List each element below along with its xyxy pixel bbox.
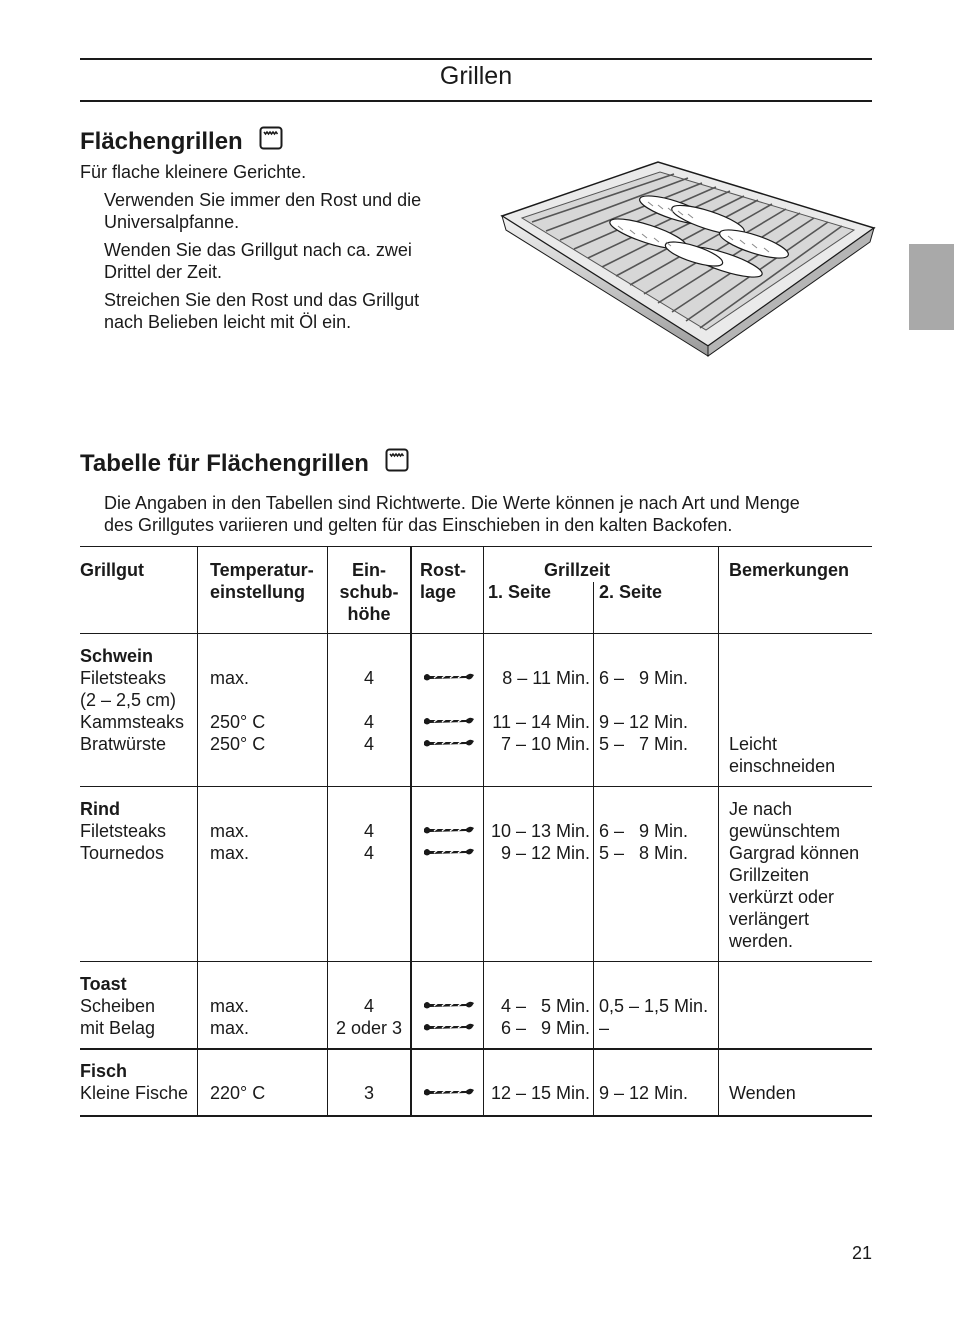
row-item: Kleine Fische xyxy=(80,1083,189,1103)
row-side-1: 8 – 11 Min. xyxy=(502,668,590,688)
table-note-line-1: Die Angaben in den Tabellen sind Richtwerte. Die Werte können je nach Art und Menge xyxy=(104,493,800,513)
header-grillzeit: Grillzeit xyxy=(543,560,610,580)
rack-position-icon xyxy=(422,823,478,839)
row-side-2: 9 – 12 Min. xyxy=(599,712,689,732)
rack-position-icon xyxy=(422,670,478,686)
instruction-1 xyxy=(104,189,421,233)
header-einschub-2: schub- xyxy=(339,582,399,602)
page-number: 21 xyxy=(851,1243,872,1263)
heading-tabelle xyxy=(80,448,409,479)
row-level: 4 xyxy=(363,668,374,688)
table-bottom-rule xyxy=(80,1115,872,1117)
rack-position-icon xyxy=(422,1085,478,1101)
row-temp: max. xyxy=(210,1018,250,1038)
intro-text: Für flache kleinere Gerichte. xyxy=(80,162,307,182)
row-side-2: 0,5 – 1,5 Min. xyxy=(599,996,709,1016)
row-side-2: 5 – 8 Min. xyxy=(599,843,689,863)
rack-position-icon xyxy=(422,714,478,730)
instruction-2 xyxy=(104,239,412,283)
header-top-rule xyxy=(80,58,872,60)
instruction-3-line-2: nach Belieben leicht mit Öl ein. xyxy=(104,312,352,332)
row-temp: max. xyxy=(210,843,250,863)
note-line: Grillzeiten xyxy=(729,865,810,885)
row-level: 4 xyxy=(363,821,374,841)
table-top-rule xyxy=(80,546,872,547)
table-group-rule xyxy=(80,1048,872,1050)
note-line: Je nach xyxy=(729,799,793,819)
instruction-1-line-2: Universalpfanne. xyxy=(104,212,240,232)
header-seite-1: 1. Seite xyxy=(488,582,552,602)
row-level: 4 xyxy=(363,734,374,754)
group-name: Toast xyxy=(80,974,127,994)
table-note xyxy=(104,492,800,536)
column-divider xyxy=(718,546,719,1116)
header-seite-2: 2. Seite xyxy=(599,582,663,602)
group-name: Fisch xyxy=(80,1061,128,1081)
header-temperatur-1: Temperatur- xyxy=(210,560,314,580)
note-line: gewünschtem xyxy=(729,821,841,841)
group-name: Rind xyxy=(80,799,120,819)
top-grill-icon xyxy=(385,448,409,479)
rack-position-icon xyxy=(422,845,478,861)
row-item: Filetsteaks xyxy=(80,821,167,841)
row-temp: 250° C xyxy=(210,734,266,754)
row-temp: max. xyxy=(210,996,250,1016)
instruction-2-line-2: Drittel der Zeit. xyxy=(104,262,223,282)
heading-text: Flächengrillen xyxy=(80,127,243,155)
rack-position-icon xyxy=(422,1020,478,1036)
rack-position-icon xyxy=(422,736,478,752)
row-side-2: – xyxy=(599,1018,610,1038)
row-side-1: 12 – 15 Min. xyxy=(490,1083,590,1103)
row-item: Scheiben xyxy=(80,996,156,1016)
row-side-1: 4 – 5 Min. xyxy=(500,996,590,1016)
note-line: verlängert xyxy=(729,909,810,929)
header-einschub-1: Ein- xyxy=(352,560,386,580)
row-level: 2 oder 3 xyxy=(335,1018,403,1038)
header-grillgut: Grillgut xyxy=(80,560,144,580)
row-temp: 250° C xyxy=(210,712,266,732)
instruction-1-line-1: Verwenden Sie immer den Rost und die xyxy=(104,190,422,210)
row-item: Bratwürste xyxy=(80,734,167,754)
row-note: einschneiden xyxy=(729,756,836,776)
grill-pan-illustration xyxy=(498,158,878,363)
column-divider xyxy=(197,546,198,1116)
row-side-1: 9 – 12 Min. xyxy=(500,843,590,863)
row-level: 4 xyxy=(363,843,374,863)
row-level: 4 xyxy=(363,712,374,732)
note-line: Gargrad können xyxy=(729,843,860,863)
row-item: mit Belag xyxy=(80,1018,156,1038)
header-bottom-rule xyxy=(80,100,872,102)
table-group-rule xyxy=(80,961,872,962)
row-temp: 220° C xyxy=(210,1083,266,1103)
row-item: Filetsteaks xyxy=(80,668,167,688)
table-group-rule xyxy=(80,786,872,787)
header-einschub-3: höhe xyxy=(347,604,391,624)
header-rostlage-2: lage xyxy=(420,582,457,602)
chapter-tab-marker xyxy=(909,244,954,330)
note-line: werden. xyxy=(729,931,794,951)
row-note: Leicht xyxy=(729,734,778,754)
row-side-2: 6 – 9 Min. xyxy=(599,821,689,841)
row-side-1: 6 – 9 Min. xyxy=(500,1018,590,1038)
row-side-2: 5 – 7 Min. xyxy=(599,734,689,754)
rind-note xyxy=(729,798,859,952)
column-divider xyxy=(593,582,594,1116)
note-line: verkürzt oder xyxy=(729,887,835,907)
page-section-title: Grillen xyxy=(439,62,513,90)
instruction-3 xyxy=(104,289,419,333)
row-item: Kammsteaks xyxy=(80,712,185,732)
row-temp: max. xyxy=(210,821,250,841)
heading-text: Tabelle für Flächengrillen xyxy=(80,449,369,477)
row-level: 4 xyxy=(363,996,374,1016)
group-name: Schwein xyxy=(80,646,154,666)
table-note-line-2: des Grillgutes variieren und gelten für das Einschieben in den kalten Backofen. xyxy=(104,515,733,535)
row-side-2: 6 – 9 Min. xyxy=(599,668,689,688)
instruction-3-line-1: Streichen Sie den Rost und das Grillgut xyxy=(104,290,420,310)
rack-position-icon xyxy=(422,998,478,1014)
row-item: Tournedos xyxy=(80,843,165,863)
table-header-rule xyxy=(80,633,872,634)
row-side-1: 11 – 14 Min. xyxy=(492,712,590,732)
header-rostlage-1: Rost- xyxy=(420,560,466,580)
header-temperatur-2: einstellung xyxy=(210,582,306,602)
heading-flaechengrillen xyxy=(80,126,283,157)
header-bemerkungen: Bemerkungen xyxy=(729,560,850,580)
instruction-2-line-1: Wenden Sie das Grillgut nach ca. zwei xyxy=(104,240,412,260)
row-temp: max. xyxy=(210,668,250,688)
column-divider xyxy=(410,546,412,1116)
row-level: 3 xyxy=(363,1083,374,1103)
top-grill-icon xyxy=(259,126,283,157)
row-item: (2 – 2,5 cm) xyxy=(80,690,177,710)
row-side-1: 7 – 10 Min. xyxy=(500,734,590,754)
row-side-1: 10 – 13 Min. xyxy=(490,821,590,841)
row-side-2: 9 – 12 Min. xyxy=(599,1083,689,1103)
row-note: Wenden xyxy=(729,1083,796,1103)
